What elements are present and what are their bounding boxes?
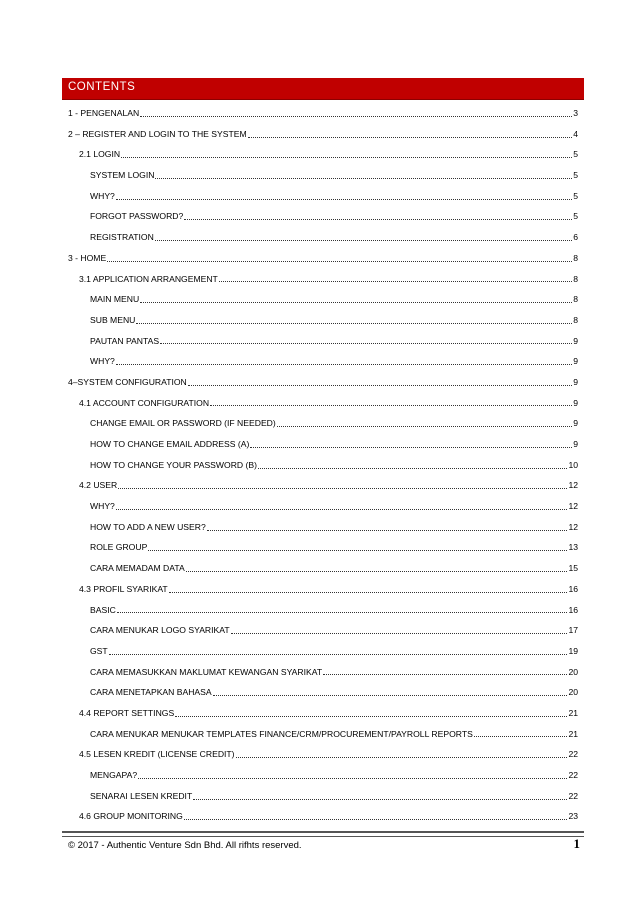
toc-dot-leader xyxy=(175,716,567,717)
toc-entry[interactable] xyxy=(68,600,578,621)
footer-divider xyxy=(62,831,584,837)
toc-dot-leader xyxy=(188,385,572,386)
toc-entry-title: PAUTAN PANTAS xyxy=(90,335,160,346)
contents-heading: CONTENTS xyxy=(68,81,136,93)
footer-page-number: 1 xyxy=(573,836,580,851)
toc-entry-page: 5 xyxy=(573,211,578,222)
toc-entry-title: GST xyxy=(90,645,108,656)
toc-dot-leader xyxy=(107,261,572,262)
toc-entry[interactable] xyxy=(68,269,578,290)
toc-dot-leader xyxy=(116,364,572,365)
toc-entry-page: 13 xyxy=(568,542,578,553)
toc-entry-title: 4.3 PROFIL SYARIKAT xyxy=(79,583,168,594)
toc-dot-leader xyxy=(138,778,567,779)
toc-entry-page: 23 xyxy=(568,811,578,822)
toc-entry-title: CARA MEMASUKKAN MAKLUMAT KEWANGAN SYARIKAT xyxy=(90,666,323,677)
toc-entry[interactable] xyxy=(68,496,578,517)
toc-entry-page: 19 xyxy=(568,645,578,656)
toc-entry[interactable] xyxy=(68,641,578,662)
toc-dot-leader xyxy=(140,302,572,303)
toc-dot-leader xyxy=(213,695,568,696)
toc-entry-page: 5 xyxy=(573,190,578,201)
toc-dot-leader xyxy=(250,447,572,448)
toc-entry[interactable] xyxy=(68,765,578,786)
toc-entry[interactable] xyxy=(68,331,578,352)
toc-entry-page: 9 xyxy=(573,439,578,449)
toc-dot-leader xyxy=(116,509,568,510)
toc-dot-leader xyxy=(474,736,568,737)
toc-entry-page: 6 xyxy=(573,232,578,243)
toc-entry[interactable] xyxy=(68,310,578,331)
toc-entry-title: 3.1 APPLICATION ARRANGEMENT xyxy=(79,273,218,284)
toc-entry[interactable] xyxy=(68,413,578,434)
toc-entry-title: HOW TO CHANGE EMAIL ADDRESS (A) xyxy=(90,439,250,449)
toc-dot-leader xyxy=(116,199,572,200)
toc-entry-page: 8 xyxy=(573,314,578,325)
toc-entry-title: WHY? xyxy=(90,356,115,367)
toc-entry[interactable] xyxy=(68,434,578,455)
toc-entry[interactable] xyxy=(68,537,578,558)
toc-dot-leader xyxy=(186,571,568,572)
toc-entry-page: 5 xyxy=(573,170,578,181)
toc-entry-title: HOW TO ADD A NEW USER? xyxy=(90,521,206,532)
toc-entry-page: 8 xyxy=(573,294,578,305)
toc-entry[interactable] xyxy=(68,517,578,538)
toc-entry-title: BASIC xyxy=(90,604,116,615)
toc-entry-page: 8 xyxy=(573,273,578,284)
toc-entry-page: 9 xyxy=(573,335,578,346)
toc-entry[interactable] xyxy=(68,393,578,414)
toc-entry-title: REGISTRATION xyxy=(90,232,154,243)
toc-dot-leader xyxy=(248,137,573,138)
toc-entry[interactable] xyxy=(68,124,578,145)
toc-entry[interactable] xyxy=(68,186,578,207)
toc-entry-page: 4 xyxy=(573,128,578,139)
toc-dot-leader xyxy=(155,240,572,241)
toc-entry[interactable] xyxy=(68,351,578,372)
toc-dot-leader xyxy=(155,178,572,179)
toc-entry-title: WHY? xyxy=(90,190,115,201)
toc-dot-leader xyxy=(219,281,572,282)
toc-entry[interactable] xyxy=(68,227,578,248)
toc-dot-leader xyxy=(210,405,572,406)
toc-entry-page: 9 xyxy=(573,418,578,429)
toc-entry-page: 5 xyxy=(573,149,578,160)
toc-entry-title: CARA MENUKAR MENUKAR TEMPLATES FINANCE/CRM/PROCUREMENT/PAYROLL REPORTS xyxy=(90,728,473,739)
toc-entry[interactable] xyxy=(68,620,578,641)
toc-entry-page: 9 xyxy=(573,376,578,387)
toc-entry-title: WHY? xyxy=(90,501,115,512)
toc-entry-title: CARA MENETAPKAN BAHASA xyxy=(90,687,212,698)
toc-dot-leader xyxy=(236,757,568,758)
toc-entry[interactable] xyxy=(68,455,578,476)
toc-entry-title: ROLE GROUP xyxy=(90,542,148,553)
toc-dot-leader xyxy=(118,488,567,489)
toc-entry-page: 12 xyxy=(568,501,578,512)
toc-entry[interactable] xyxy=(68,558,578,579)
toc-entry-page: 15 xyxy=(568,563,578,574)
toc-entry-page: 16 xyxy=(568,604,578,615)
toc-entry[interactable] xyxy=(68,786,578,807)
toc-entry[interactable] xyxy=(68,248,578,269)
toc-entry-title: CARA MEMADAM DATA xyxy=(90,563,185,574)
toc-dot-leader xyxy=(258,468,567,469)
table-of-contents xyxy=(68,103,578,827)
toc-entry[interactable] xyxy=(68,475,578,496)
toc-dot-leader xyxy=(184,219,572,220)
toc-entry-title: 2 – REGISTER AND LOGIN TO THE SYSTEM xyxy=(68,128,247,139)
toc-entry[interactable] xyxy=(68,144,578,165)
toc-entry[interactable] xyxy=(68,682,578,703)
toc-entry-title: 4.1 ACCOUNT CONFIGURATION xyxy=(79,397,210,408)
toc-entry-page: 22 xyxy=(568,749,578,760)
toc-entry-page: 22 xyxy=(568,790,578,801)
toc-entry-page: 3 xyxy=(573,108,578,118)
toc-entry[interactable] xyxy=(68,579,578,600)
toc-entry-page: 21 xyxy=(568,707,578,718)
toc-dot-leader xyxy=(148,550,567,551)
toc-entry[interactable] xyxy=(68,289,578,310)
toc-dot-leader xyxy=(121,157,572,158)
toc-entry-title: SUB MENU xyxy=(90,314,136,325)
toc-entry[interactable] xyxy=(68,206,578,227)
toc-dot-leader xyxy=(140,116,572,117)
toc-entry-page: 8 xyxy=(573,252,578,263)
toc-dot-leader xyxy=(207,530,568,531)
toc-entry-title: HOW TO CHANGE YOUR PASSWORD (B) xyxy=(90,459,257,470)
toc-entry-title: SYSTEM LOGIN xyxy=(90,170,155,181)
contents-header-bar xyxy=(62,78,584,99)
toc-entry-title: CHANGE EMAIL OR PASSWORD (IF NEEDED) xyxy=(90,418,276,429)
toc-entry-page: 16 xyxy=(568,583,578,594)
toc-entry-title: SENARAI LESEN KREDIT xyxy=(90,790,193,801)
toc-entry[interactable] xyxy=(68,806,578,827)
toc-entry[interactable] xyxy=(68,662,578,683)
toc-dot-leader xyxy=(193,799,567,800)
toc-dot-leader xyxy=(136,323,572,324)
toc-entry-page: 20 xyxy=(568,666,578,677)
toc-entry-title: 4.4 REPORT SETTINGS xyxy=(79,707,175,718)
toc-entry-title: MAIN MENU xyxy=(90,294,140,305)
toc-entry-title: 4.2 USER xyxy=(79,480,118,491)
toc-dot-leader xyxy=(169,592,568,593)
toc-dot-leader xyxy=(231,633,568,634)
toc-dot-leader xyxy=(277,426,572,427)
toc-entry-title: 2.1 LOGIN xyxy=(79,149,121,160)
toc-entry[interactable] xyxy=(68,744,578,765)
toc-entry[interactable] xyxy=(68,372,578,393)
toc-entry[interactable] xyxy=(68,703,578,724)
toc-entry-page: 9 xyxy=(573,397,578,408)
toc-entry-title: 4.5 LESEN KREDIT (LICENSE CREDIT) xyxy=(79,749,235,760)
toc-entry-title: 3 - HOME xyxy=(68,252,107,263)
toc-entry[interactable] xyxy=(68,724,578,745)
toc-entry-page: 10 xyxy=(568,459,578,470)
toc-entry-title: 4.6 GROUP MONITORING xyxy=(79,811,183,822)
toc-entry-page: 21 xyxy=(568,728,578,739)
toc-dot-leader xyxy=(117,612,568,613)
toc-entry-title: CARA MENUKAR LOGO SYARIKAT xyxy=(90,625,230,636)
toc-entry-title: MENGAPA? xyxy=(90,770,138,780)
toc-entry-page: 17 xyxy=(568,625,578,636)
toc-entry-title: 1 - PENGENALAN xyxy=(68,108,140,118)
footer-copyright: © 2017 - Authentic Venture Sdn Bhd. All rifhts reserved. xyxy=(68,840,302,851)
toc-entry-page: 12 xyxy=(568,480,578,491)
toc-entry-page: 12 xyxy=(568,521,578,532)
toc-entry[interactable] xyxy=(68,103,578,124)
toc-dot-leader xyxy=(323,674,567,675)
toc-entry-page: 22 xyxy=(568,770,578,780)
toc-dot-leader xyxy=(109,654,568,655)
toc-dot-leader xyxy=(160,343,572,344)
toc-dot-leader xyxy=(184,819,568,820)
toc-entry-page: 20 xyxy=(568,687,578,698)
toc-entry-title: 4–SYSTEM CONFIGURATION xyxy=(68,376,187,387)
toc-entry[interactable] xyxy=(68,165,578,186)
toc-entry-title: FORGOT PASSWORD? xyxy=(90,211,184,222)
toc-entry-page: 9 xyxy=(573,356,578,367)
